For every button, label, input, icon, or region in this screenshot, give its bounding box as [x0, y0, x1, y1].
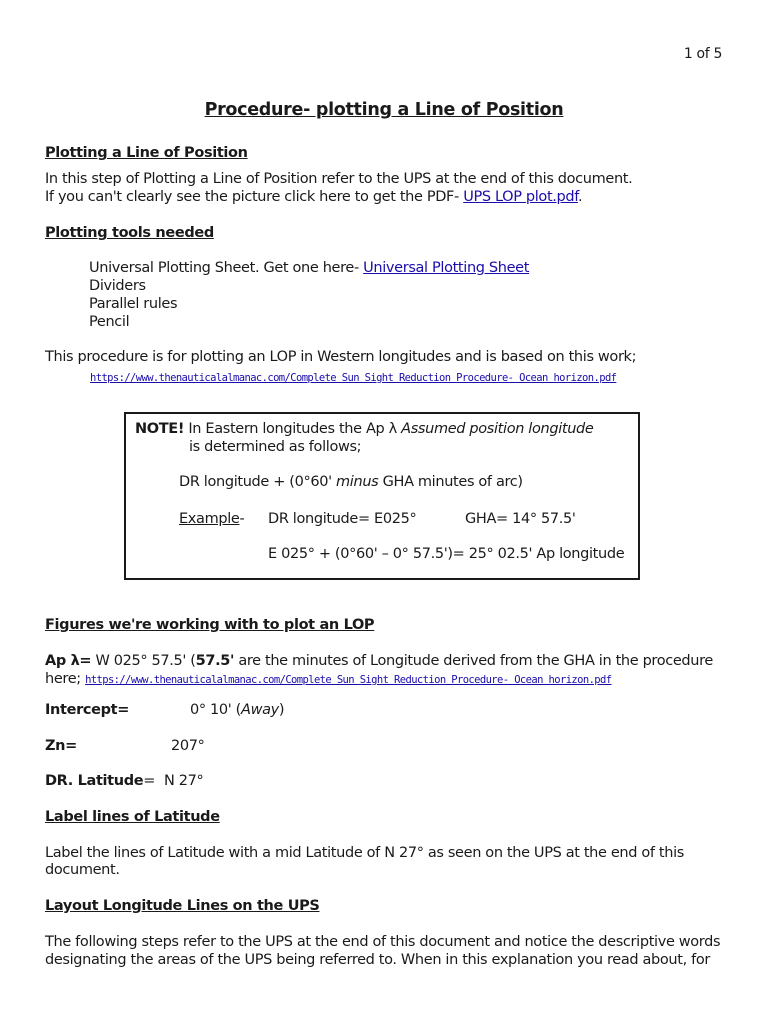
label-latitude-line-2: document. [45, 862, 120, 878]
intro-line-2-suffix: . [577, 189, 583, 205]
tool-item-ups-text: Universal Plotting Sheet. Get one here- [89, 260, 364, 276]
note-line-1-text: In Eastern longitudes the Ap λ [184, 421, 402, 437]
example-label: Example [179, 511, 240, 527]
ap-line [45, 653, 713, 669]
dr-latitude-line [45, 773, 155, 789]
intercept-close: ) [278, 702, 285, 718]
page-number: 1 of 5 [683, 46, 722, 62]
zn-value: 207° [171, 738, 205, 754]
note-example-gha: GHA= 14° 57.5' [465, 511, 576, 527]
note-example-dr: DR longitude= E025° [268, 511, 417, 527]
zn-label: Zn= [45, 738, 77, 754]
note-line-1 [135, 421, 593, 437]
procedure-url-link[interactable]: https://www.thenauticalalmanac.com/Complete Sun Sight Reduction Procedure- Ocean horizon.pdf [90, 372, 617, 384]
note-formula-suffix: GHA minutes of arc) [378, 474, 523, 490]
note-line-1-italic: Assumed position longitude [401, 421, 594, 437]
ap-value: W 025° 57.5' ( [91, 653, 196, 669]
note-formula-italic: minus [336, 474, 379, 490]
layout-longitude-line-1: The following steps refer to the UPS at the end of this document and notice the descriptive words [45, 934, 721, 950]
section-heading-figures: Figures we're working with to plot an LOP [45, 617, 375, 633]
ups-lop-pdf-link[interactable]: UPS LOP plot.pdf [463, 189, 578, 205]
intro-line-2 [45, 189, 582, 205]
intercept-away: Away [241, 702, 279, 718]
ap-rest: are the minutes of Longitude derived from the GHA in the procedure [234, 653, 713, 669]
document-title: Procedure- plotting a Line of Position [204, 100, 564, 120]
dr-latitude-value: N 27° [164, 773, 204, 789]
section-heading-label-latitude: Label lines of Latitude [45, 809, 220, 825]
procedure-text: This procedure is for plotting an LOP in Western longitudes and is based on this work; [45, 349, 637, 365]
ap-url-link[interactable]: https://www.thenauticalalmanac.com/Complete Sun Sight Reduction Procedure- Ocean horizon.pdf [85, 674, 612, 686]
tool-item-parallel-rules: Parallel rules [89, 296, 178, 312]
ap-bold-minutes: 57.5' [195, 653, 235, 669]
ap-label: Ap λ= [45, 653, 92, 669]
note-formula-prefix: DR longitude + (0°60' [179, 474, 337, 490]
tool-item-ups [89, 260, 529, 276]
tool-item-pencil: Pencil [89, 314, 130, 330]
note-example-label [179, 511, 244, 527]
note-example-result: E 025° + (0°60' – 0° 57.5')= 25° 02.5' Ap longitude [268, 546, 625, 562]
section-heading-plotting-lop: Plotting a Line of Position [45, 145, 248, 161]
note-box [124, 412, 640, 580]
label-latitude-line-1: Label the lines of Latitude with a mid Latitude of N 27° as seen on the UPS at the end of this [45, 845, 684, 861]
example-dash: - [239, 511, 245, 527]
universal-plotting-sheet-link[interactable]: Universal Plotting Sheet [363, 260, 530, 276]
note-line-2: is determined as follows; [189, 439, 362, 455]
section-heading-layout-longitude: Layout Longitude Lines on the UPS [45, 898, 320, 914]
intro-line-2-text: If you can't clearly see the picture click here to get the PDF- [45, 189, 464, 205]
layout-longitude-line-2: designating the areas of the UPS being referred to. When in this explanation you read about, for [45, 952, 710, 968]
ap-line-2 [45, 671, 611, 687]
section-heading-tools: Plotting tools needed [45, 225, 214, 241]
intercept-value [190, 702, 284, 718]
dr-latitude-eq: = [143, 773, 156, 789]
intro-line-1: In this step of Plotting a Line of Position refer to the UPS at the end of this document. [45, 171, 633, 187]
note-label: NOTE! [135, 421, 185, 437]
tool-item-dividers: Dividers [89, 278, 146, 294]
intercept-value-text: 0° 10' ( [190, 702, 241, 718]
intercept-label: Intercept= [45, 702, 130, 718]
dr-latitude-label: DR. Latitude [45, 773, 144, 789]
note-formula [179, 474, 523, 490]
ap-line-2-text: here; [45, 671, 86, 687]
